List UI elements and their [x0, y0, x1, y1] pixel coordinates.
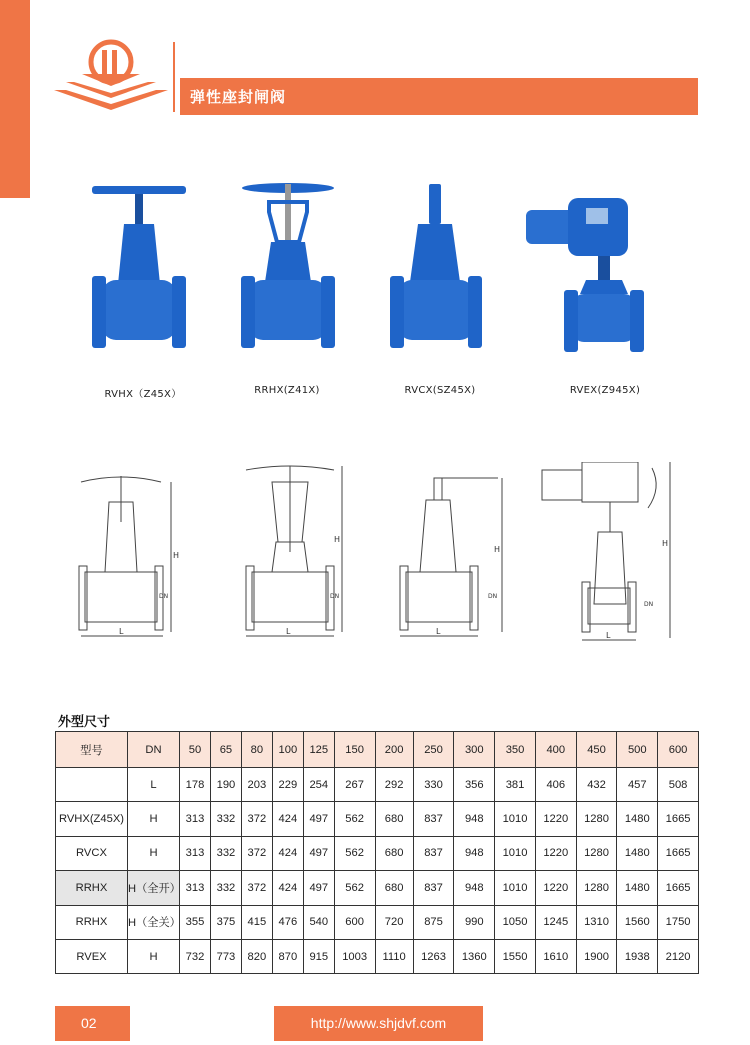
title-bar [180, 78, 698, 115]
table-cell: 1263 [413, 939, 454, 973]
dn-label: DN [330, 593, 340, 600]
handwheel-valve-icon [80, 180, 210, 370]
table-cell: 1245 [535, 905, 576, 939]
table-cell: 372 [241, 802, 272, 836]
row-param: H（全开） [128, 871, 180, 905]
caption-rrhx: RRHX(Z41X) [254, 385, 320, 396]
table-cell: 1003 [334, 939, 375, 973]
table-row [56, 939, 699, 973]
product-rvhx [80, 180, 240, 370]
table-cell: 680 [375, 802, 413, 836]
page-number: 02 [55, 1006, 130, 1041]
table-cell: 267 [334, 768, 375, 802]
table-cell: 1900 [576, 939, 617, 973]
table-cell: 332 [210, 836, 241, 870]
table-cell: 990 [454, 905, 495, 939]
table-cell: 1480 [617, 836, 658, 870]
drawing-rvex [540, 462, 680, 642]
header-cell: 100 [272, 732, 303, 768]
header-model: 型号 [56, 732, 128, 768]
table-cell: 424 [272, 836, 303, 870]
table-cell: 1050 [495, 905, 536, 939]
website-url[interactable]: http://www.shjdvf.com [274, 1006, 483, 1041]
row-model [56, 768, 128, 802]
side-accent-strip [0, 0, 30, 198]
dimensions-table [55, 731, 699, 974]
table-cell: 680 [375, 871, 413, 905]
table-cell: 1010 [495, 802, 536, 836]
header-cell: 350 [495, 732, 536, 768]
table-cell: 680 [375, 836, 413, 870]
table-cell: 837 [413, 836, 454, 870]
table-cell: 1550 [495, 939, 536, 973]
table-cell: 375 [210, 905, 241, 939]
table-cell: 1110 [375, 939, 413, 973]
l-label: L [286, 627, 291, 636]
table-cell: 948 [454, 802, 495, 836]
row-param: H [128, 939, 180, 973]
row-param: L [128, 768, 180, 802]
table-cell: 540 [303, 905, 334, 939]
h-label: H [662, 539, 669, 548]
l-label: L [119, 627, 124, 636]
row-param: H（全关） [128, 905, 180, 939]
table-cell: 1310 [576, 905, 617, 939]
h-label: H [334, 535, 341, 544]
table-cell: 497 [303, 871, 334, 905]
table-cell: 372 [241, 836, 272, 870]
table-cell: 432 [576, 768, 617, 802]
dn-label: DN [644, 601, 654, 608]
table-cell: 1220 [535, 802, 576, 836]
table-row [56, 836, 699, 870]
product-rrhx [233, 180, 393, 370]
table-cell: 1560 [617, 905, 658, 939]
table-cell: 313 [180, 871, 211, 905]
header-param: DN [128, 732, 180, 768]
table-row [56, 802, 699, 836]
table-cell: 820 [241, 939, 272, 973]
table-header-row [56, 732, 699, 768]
table-cell: 562 [334, 871, 375, 905]
table-cell: 372 [241, 871, 272, 905]
header-cell: 65 [210, 732, 241, 768]
table-cell: 732 [180, 939, 211, 973]
table-cell: 254 [303, 768, 334, 802]
table-cell: 562 [334, 836, 375, 870]
table-cell: 915 [303, 939, 334, 973]
header-cell: 150 [334, 732, 375, 768]
rising-stem-valve-icon [233, 180, 363, 370]
table-cell: 313 [180, 836, 211, 870]
table-cell: 203 [241, 768, 272, 802]
table-cell: 508 [658, 768, 699, 802]
header-cell: 250 [413, 732, 454, 768]
table-cell: 190 [210, 768, 241, 802]
table-cell: 424 [272, 871, 303, 905]
table-cell: 2120 [658, 939, 699, 973]
dn-label: DN [488, 593, 498, 600]
table-cell: 332 [210, 802, 241, 836]
table-cell: 497 [303, 802, 334, 836]
row-param: H [128, 802, 180, 836]
page-title: 弹性座封闸阀 [190, 88, 287, 106]
caption-rvhx: RVHX（Z45X） [104, 389, 182, 400]
table-cell: 948 [454, 836, 495, 870]
table-cell: 720 [375, 905, 413, 939]
table-cell: 1220 [535, 871, 576, 905]
table-cell: 332 [210, 871, 241, 905]
header-cell: 450 [576, 732, 617, 768]
header-cell: 400 [535, 732, 576, 768]
table-cell: 1610 [535, 939, 576, 973]
table-cell: 1280 [576, 836, 617, 870]
table-cell: 1750 [658, 905, 699, 939]
table-cell: 1480 [617, 871, 658, 905]
company-logo [52, 38, 170, 116]
drawing-rvhx [75, 462, 195, 642]
h-label: H [494, 545, 501, 554]
row-model: RRHX [56, 871, 128, 905]
header-cell: 200 [375, 732, 413, 768]
h-label: H [173, 551, 180, 560]
drawing-rvcx [398, 462, 518, 642]
row-model: RVCX [56, 836, 128, 870]
row-param: H [128, 836, 180, 870]
header-cell: 300 [454, 732, 495, 768]
table-cell: 330 [413, 768, 454, 802]
table-cell: 1280 [576, 802, 617, 836]
table-cell: 1938 [617, 939, 658, 973]
table-cell: 313 [180, 802, 211, 836]
table-cell: 875 [413, 905, 454, 939]
table-row [56, 905, 699, 939]
header-cell: 125 [303, 732, 334, 768]
product-rvex [524, 180, 684, 370]
table-cell: 356 [454, 768, 495, 802]
row-model: RVEX [56, 939, 128, 973]
table-cell: 1220 [535, 836, 576, 870]
table-cell: 1280 [576, 871, 617, 905]
table-cell: 381 [495, 768, 536, 802]
table-cell: 837 [413, 871, 454, 905]
table-cell: 1665 [658, 802, 699, 836]
table-cell: 292 [375, 768, 413, 802]
dn-label: DN [159, 593, 169, 600]
l-label: L [436, 627, 441, 636]
row-model: RVHX(Z45X) [56, 802, 128, 836]
drawing-rrhx [240, 462, 360, 642]
table-cell: 415 [241, 905, 272, 939]
table-cell: 476 [272, 905, 303, 939]
section-title: 外型尺寸 [58, 715, 111, 730]
table-cell: 837 [413, 802, 454, 836]
product-rvcx [384, 180, 544, 370]
table-cell: 1360 [454, 939, 495, 973]
table-cell: 229 [272, 768, 303, 802]
table-cell: 355 [180, 905, 211, 939]
table-cell: 424 [272, 802, 303, 836]
cap-top-valve-icon [384, 180, 514, 370]
table-cell: 870 [272, 939, 303, 973]
header-cell: 80 [241, 732, 272, 768]
caption-rvex: RVEX(Z945X) [569, 385, 641, 396]
table-cell: 1480 [617, 802, 658, 836]
table-cell: 497 [303, 836, 334, 870]
table-cell: 1010 [495, 836, 536, 870]
table-cell: 562 [334, 802, 375, 836]
table-cell: 600 [334, 905, 375, 939]
header-cell: 500 [617, 732, 658, 768]
table-row [56, 768, 699, 802]
logo-divider [173, 42, 175, 112]
header-cell: 600 [658, 732, 699, 768]
table-cell: 1665 [658, 836, 699, 870]
l-label: L [606, 631, 611, 640]
row-model: RRHX [56, 905, 128, 939]
table-cell: 457 [617, 768, 658, 802]
table-cell: 178 [180, 768, 211, 802]
table-row [56, 871, 699, 905]
table-cell: 773 [210, 939, 241, 973]
table-cell: 1010 [495, 871, 536, 905]
table-cell: 948 [454, 871, 495, 905]
table-cell: 1665 [658, 871, 699, 905]
caption-rvcx: RVCX(SZ45X) [404, 385, 476, 396]
electric-actuator-valve-icon [524, 180, 674, 370]
table-cell: 406 [535, 768, 576, 802]
header-cell: 50 [180, 732, 211, 768]
